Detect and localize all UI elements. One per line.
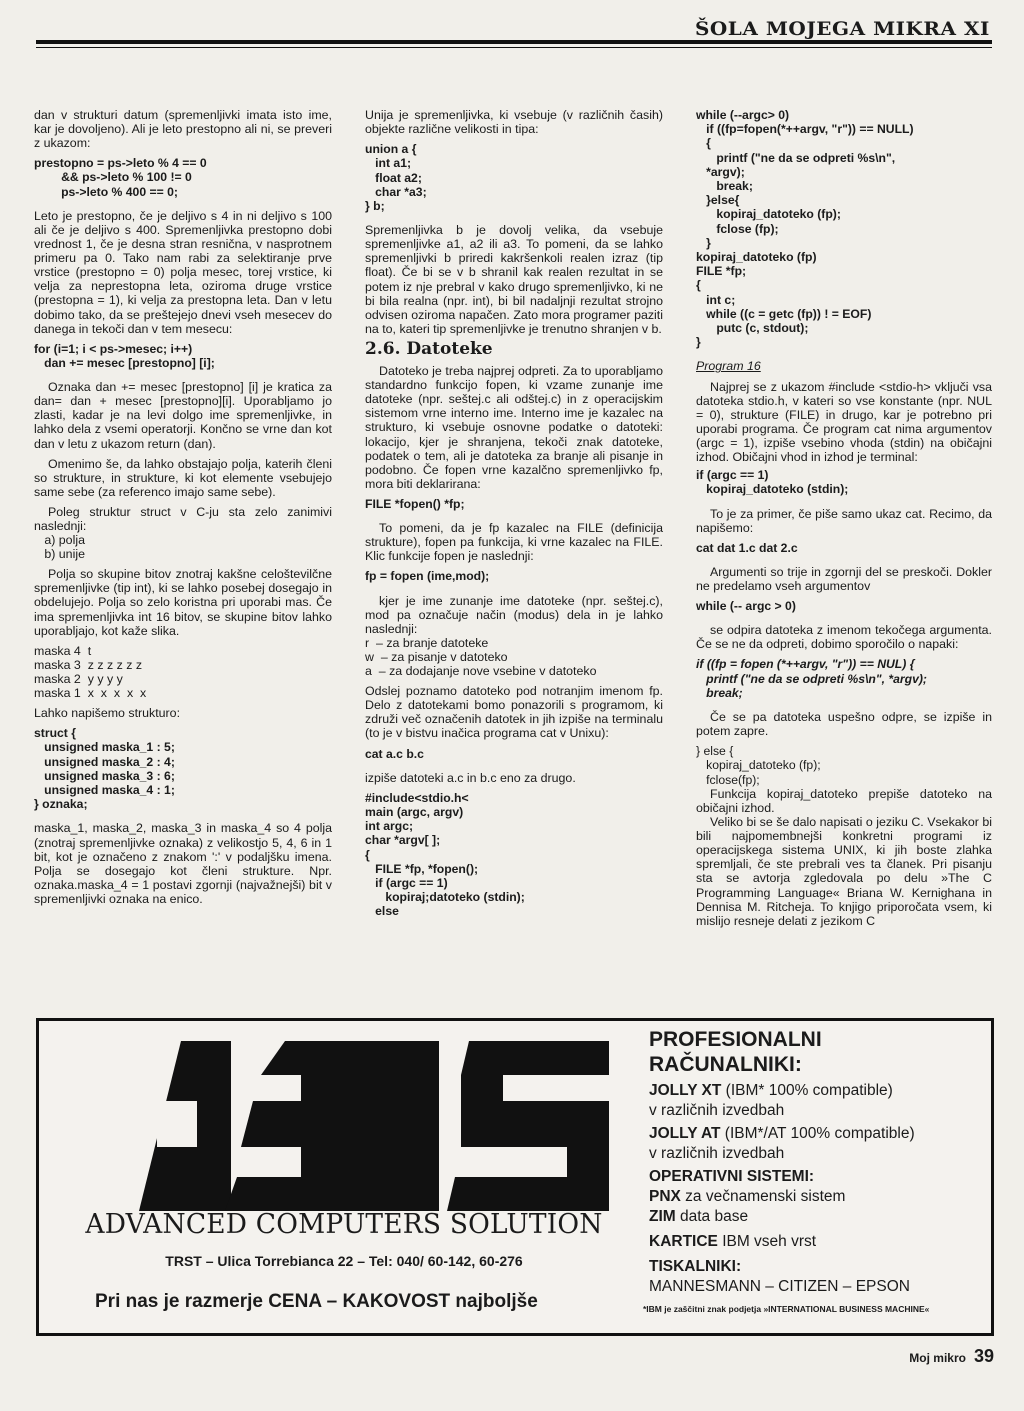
code-block: struct { unsigned maska_1 : 5; unsigned maska_2 : 4; unsigned maska_3 : 6; unsigned maska_4 : 1; } oznaka;	[34, 726, 175, 812]
code-block: while (-- argc > 0)	[696, 599, 796, 614]
code-block: if ((fp = fopen (*++argv, "r")) == NUL) { printf ("ne da se odpreti %s\n", *argv); break;	[696, 657, 927, 700]
page-number: 39	[973, 1346, 994, 1366]
paragraph: maska_1, maska_2, maska_3 in maska_4 so 4 polja (znotraj spremenljivke oznaka) z velikostjo 5, 4, 6 in 1 bit, kot je označeno z znakom ':' v podaljšku imena. Polja se dosegajo kot členi strukture. Npr. oznaka.maska_4 = 1 postavi zgornji (najvažnejši) bit v spremenljivki oznaka na enico.	[34, 821, 332, 906]
header-rule-thin	[36, 47, 992, 48]
code-block: #include<stdio.h< main (argc, argv) int argc; char *argv[ ]; { FILE *fp, *fopen(); if (argc == 1) kopiraj;datoteko (stdin); else	[365, 790, 525, 919]
code-block: } else { kopiraj_datoteko (fp); fclose(fp);	[696, 744, 821, 787]
list: a) polja b) unije	[44, 533, 85, 562]
printers-heading: TISKALNIKI:	[649, 1258, 742, 1275]
product-item: ZIM data base	[649, 1208, 749, 1225]
product-heading: RAČUNALNIKI:	[649, 1053, 802, 1076]
product-item: PNX za večnamenski sistem	[649, 1188, 846, 1205]
paragraph: Unija je spremenljivka, ki vsebuje (v različnih časih) objekte različne velikosti in tipa:	[365, 108, 663, 137]
paragraph: To pomeni, da je fp kazalec na FILE (definicija strukture), fopen pa funkcija, ki vrne kazalec na FILE. Klic funkcije fopen je naslednji:	[365, 521, 663, 564]
paragraph: Spremenljivka b je dovolj velika, da vsebuje spremenljivke a1, a2 ili a3. To pomeni, da se lahko spremenljivki b priredi kakršenkoli realen izraz (tip float). Če bi se v b shranil kak realen rezultat in se potem iz nje prebral v kako drugo spremenljivko, ki ne bi bila realna (npr. int), bi bil nadaljnji rezultat strojno odvisen oziroma napačen. Zato mora programer paziti na to, kateri tip spremenljivke je trenutno shranjen v b.	[365, 223, 663, 336]
paragraph: Funkcija kopiraj_datoteko prepiše datoteko na običajni izhod.	[696, 786, 992, 815]
code-block: if (argc == 1) kopiraj_datoteko (stdin);	[696, 468, 849, 497]
program-caption: Program 16	[696, 359, 761, 374]
magazine-name: Moj mikro	[909, 1351, 966, 1365]
os-heading: OPERATIVNI SISTEMI:	[649, 1168, 815, 1185]
section-heading: 2.6. Datoteke	[365, 338, 493, 359]
page-footer	[909, 1346, 994, 1367]
code-block: while (--argc> 0) if ((fp=fopen(*++argv, "r")) == NULL) { printf ("ne da se odpreti %s\n", *argv); break; }else{ kopiraj_datoteko (fp); fclose (fp); } kopiraj_datoteko (fp) FILE *fp; { int c; while ((c = getc (fp)) ! = EOF) putc (c, stdout); }	[696, 108, 914, 350]
paragraph: Oznaka dan += mesec [prestopno] [i] je kratica za dan= dan + mesec [prestopno][i]. Uporabljamo jo zlasti, kadar je na levi dolgo ime spremenljivke, in lahko dela z vsemi operatorji. Končno se vrne dan kot dan v letu z ukazom return (dan).	[34, 380, 332, 451]
product-heading: PROFESIONALNI	[649, 1028, 822, 1051]
paragraph: Polja so skupine bitov znotraj kakšne celoštevilčne spremenljivke (tip int), ki se lahko posebej dosegajo in obdelujejo. Polja so zelo koristna pri uporabi mas. Če ima spremenljivka int 16 bitov, se skupine bitov lahko uporabljajo, kot kaže slika.	[34, 567, 332, 638]
paragraph: izpiše datoteki a.c in b.c eno za drugo.	[365, 770, 576, 785]
code-block: prestopno = ps->leto % 4 == 0 && ps->leto % 100 != 0 ps->leto % 400 == 0;	[34, 156, 207, 199]
code-block: cat a.c b.c	[365, 746, 424, 761]
paragraph: Poleg struktur struct v C-ju sta zelo zanimivi naslednji:	[34, 504, 332, 533]
trademark-footnote: *IBM je zaščitni znak podjetja »INTERNATIONAL BUSINESS MACHINE«	[643, 1304, 930, 1314]
column-2	[365, 108, 663, 929]
header-title: ŠOLA MOJEGA MIKRA XI	[695, 18, 990, 40]
paragraph: Argumenti so trije in zgornji del se preskoči. Dokler ne predelamo vseh argumentov	[696, 564, 992, 593]
code-block: union a { int a1; float a2; char *a3; } b;	[365, 142, 427, 213]
code-block: cat dat 1.c dat 2.c	[696, 540, 798, 555]
paragraph: Če se pa datoteka uspešno odpre, se izpiše in potem zapre.	[696, 710, 992, 739]
company-name: ADVANCED COMPUTERS SOLUTION	[85, 1209, 603, 1240]
paragraph: Veliko bi se še dalo napisati o jeziku C. Vsekakor bi bili najpomembnejši konkretni programi iz operacijskega sistema UNIX, ki jih boste zlahka spremljali, če ste prebrali ves ta članek. Pri pisanju sta se avtorja zgledovala po delu »The C Programming Language« Briana W. Kernighana in Dennisa M. Ritcheja. To knjigo priporočata vsem, ki mislijo resneje delati z jezikom C	[696, 815, 992, 928]
header-rule	[36, 40, 992, 44]
paragraph: dan v strukturi datum (spremenljivki imata isto ime, kar je dovoljeno). Ali je leto prestopno ali ni, se preveri z ukazom:	[34, 108, 332, 151]
product-item: v različnih izvedbah	[649, 1145, 785, 1162]
paragraph: To je za primer, če piše samo ukaz cat. Recimo, da napišemo:	[696, 506, 992, 535]
acs-advertisement	[36, 1018, 994, 1336]
code-block: for (i=1; i < ps->mesec; i++) dan += mesec [prestopno] [i];	[34, 341, 215, 370]
list: r – za branje datoteke w – za pisanje v datoteko a – za dodajanje nove vsebine v datoteko	[365, 635, 597, 679]
paragraph: kjer je ime zunanje ime datoteke (npr. seštej.c), mod pa označuje način (modus) dela in je lahko naslednji:	[365, 593, 663, 636]
paragraph: Lahko napišemo strukturo:	[34, 706, 181, 721]
paragraph: Datoteko je treba najprej odpreti. Za to uporabljamo standardno funkcijo fopen, ki vzame zunanje ime datoteke (npr. seštej.c ali odštej.c) in z operacijskim sistemom vrne interno ime. Interno ime je kazalec na strukturo, ki vsebuje osnovne podatke o datoteki: lokacijo, kjer je shranjena, tekoči znak datoteke, podatek o tem, ali je datoteka za branje ali pisanje in podobno. Če fopen vrne kazalčno spremenljivko fp, mora biti deklarirana:	[365, 364, 663, 491]
paragraph: se odpira datoteka z imenom tekočega argumenta. Če se ne da odpreti, dobimo sporočilo o napaki:	[696, 623, 992, 652]
mask-diagram: maska 4 t maska 3 z z z z z z maska 2 y y y y maska 1 x x x x x	[34, 643, 147, 701]
product-item: JOLLY AT (IBM*/AT 100% compatible)	[649, 1125, 915, 1142]
printer-brands: MANNESMANN – CITIZEN – EPSON	[649, 1278, 910, 1295]
paragraph: Omenimo še, da lahko obstajajo polja, katerih členi so strukture, in strukture, ki kot elemente vsebujejo same sebe (za referenco imajo same sebe).	[34, 456, 332, 499]
code-block: fp = fopen (ime,mod);	[365, 569, 490, 584]
code-block: FILE *fopen() *fp;	[365, 496, 465, 511]
product-item: JOLLY XT (IBM* 100% compatible)	[649, 1082, 893, 1099]
ad-slogan: Pri nas je razmerje CENA – KAKOVOST najboljše	[95, 1291, 538, 1312]
company-address: TRST – Ulica Torrebianca 22 – Tel: 040/ 60-142, 60-276	[165, 1253, 523, 1269]
paragraph: Najprej se z ukazom #include <stdio-h> vključi vsa datoteka stdio.h, v kateri so vse konstante (npr. NUL = 0), strukture (FILE) in drugo, kar je potrebno pri uporabi programa. Če program cat nima argumentov (argc = 1), izpiše vsebino vhoda (stdin) na običajni izhod. Običajni vhod in izhod je terminal:	[696, 379, 992, 465]
product-list	[649, 1027, 979, 1297]
acs-logo	[139, 1041, 609, 1211]
paragraph: Odslej poznamo datoteko pod notranjim imenom fp. Delo z datotekami bomo ponazorili s programom, ki združi več označenih datotek in jih izpiše na terminalu (to je v bistvu inačica programa cat v Unixu):	[365, 684, 663, 741]
paragraph: Leto je prestopno, če je deljivo s 4 in ni deljivo s 100 ali če je deljivo s 400. Spremenljivka prestopno dobi vrednost 1, če je desna stran resnična, v nasprotnem primeru pa 0. Tako nam rabi za selektiranje prve vrstice (prestopno = 0) polja mesec, torej vrstice, ki velja za neprestopna leta, oziroma druge vrstice (prestopna = 1), ki velja za prestopna leta. Dan v letu dobimo tako, da se preštejejo dnevi vseh mesecev do danega in tekoči dan v tem mesecu:	[34, 208, 332, 336]
column-3	[696, 108, 992, 934]
product-item: v različnih izvedbah	[649, 1102, 785, 1119]
column-1	[34, 108, 332, 912]
product-item: KARTICE IBM vseh vrst	[649, 1233, 817, 1250]
